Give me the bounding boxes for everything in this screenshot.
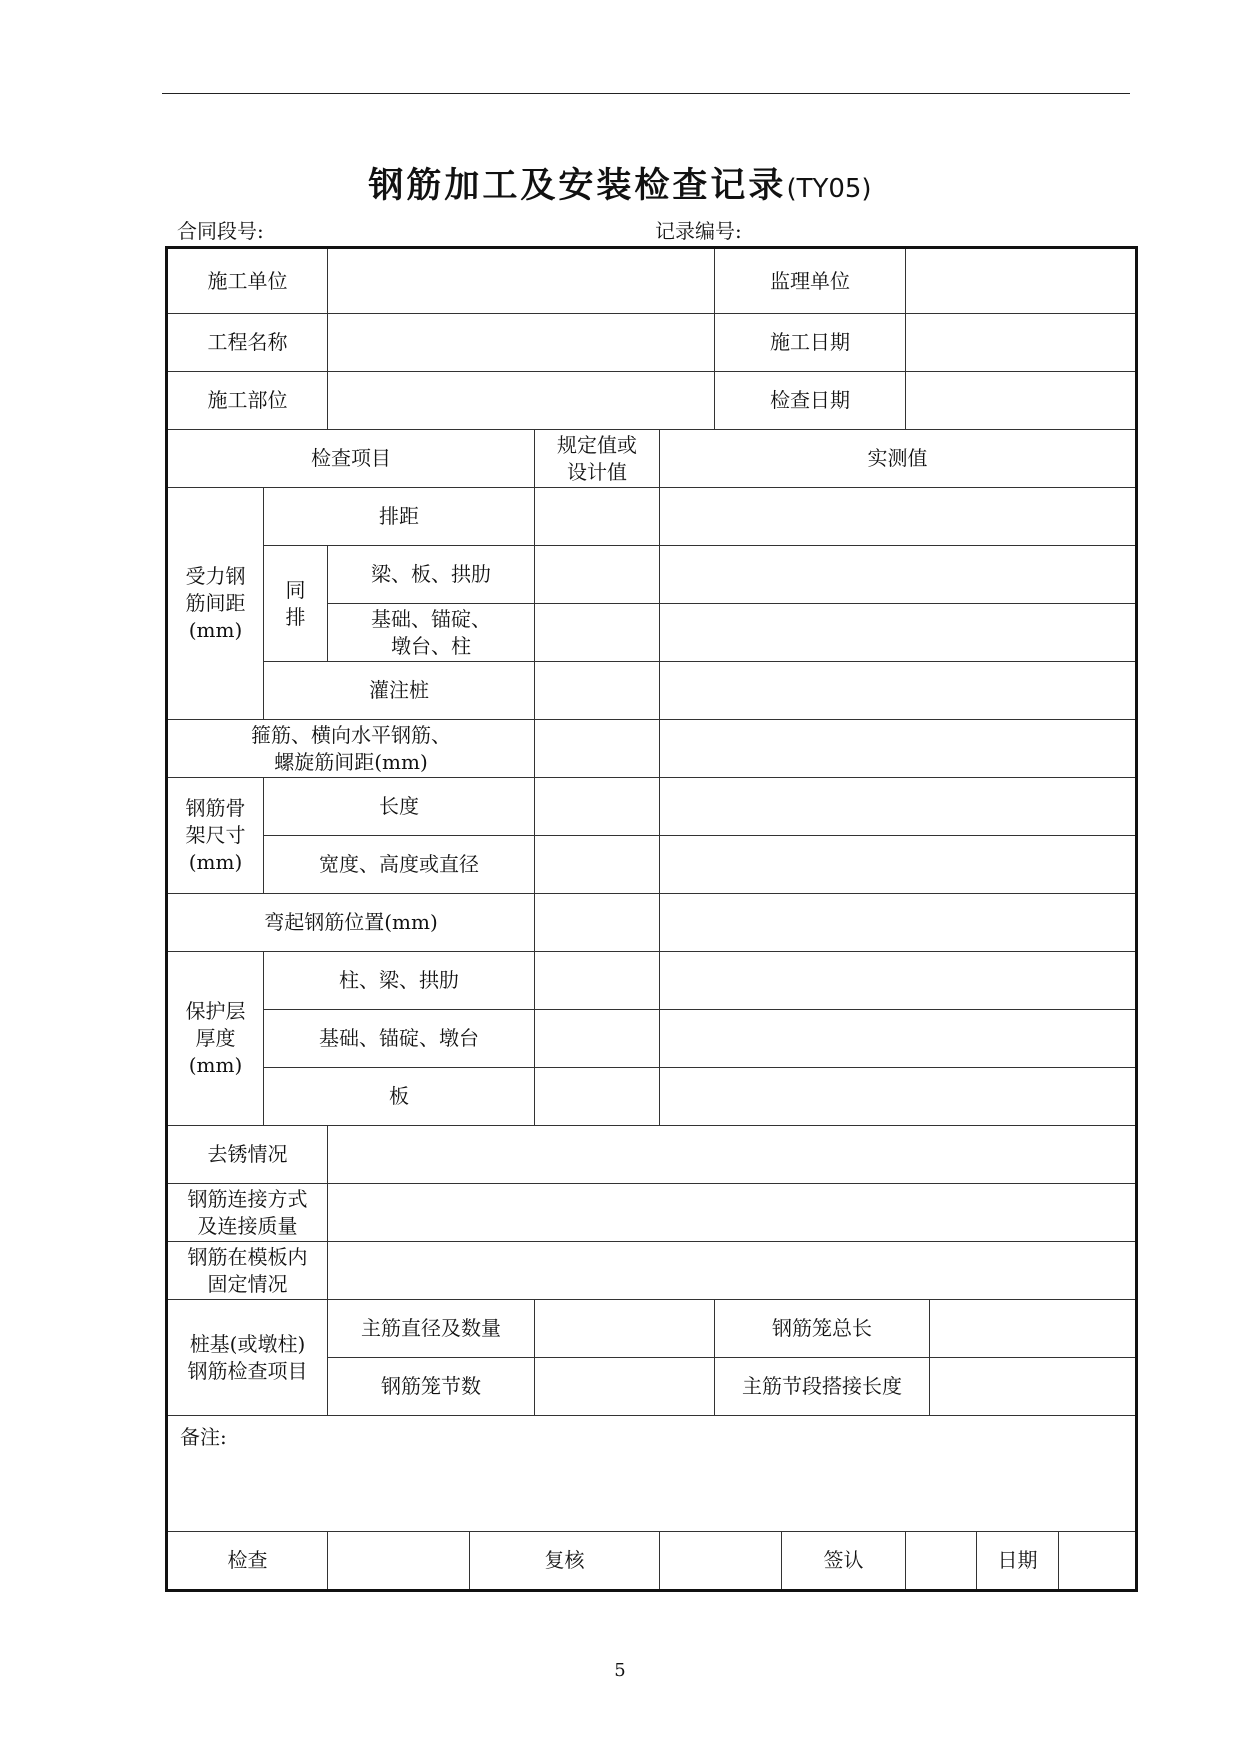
measured-value-cell[interactable] <box>660 778 1137 836</box>
cage-sections-value[interactable] <box>535 1358 715 1416</box>
sign-label: 签认 <box>782 1532 906 1591</box>
contract-label: 合同段号: <box>177 219 264 243</box>
spacing-group-line1: 受力钢 <box>185 564 246 588</box>
project-name-value[interactable] <box>328 314 715 372</box>
review-label: 复核 <box>470 1532 660 1591</box>
cover-group-label <box>167 952 264 1126</box>
project-name-label: 工程名称 <box>167 314 328 372</box>
table-row <box>167 836 1137 894</box>
cover-slab-label: 板 <box>264 1068 535 1126</box>
spec-value-cell[interactable] <box>535 604 660 662</box>
check-label: 检查 <box>167 1532 328 1591</box>
connection-value[interactable] <box>328 1184 1137 1242</box>
lap-length-value[interactable] <box>930 1358 1137 1416</box>
connection-line2: 及连接质量 <box>197 1213 298 1238</box>
inspection-table <box>165 246 1138 1592</box>
foundation-line1: 基础、锚碇、 <box>371 606 491 631</box>
construction-unit-label: 施工单位 <box>167 248 328 314</box>
page-number: 5 <box>614 1660 626 1681</box>
skeleton-width-label: 宽度、高度或直径 <box>264 836 535 894</box>
spacing-group-label <box>167 488 264 720</box>
pile-spacing-label: 灌注桩 <box>264 662 535 720</box>
measured-value-cell[interactable] <box>660 836 1137 894</box>
spec-value-cell[interactable] <box>535 836 660 894</box>
rust-value[interactable] <box>328 1126 1137 1184</box>
stirrup-line2: 螺旋筋间距(mm) <box>274 749 428 774</box>
measured-value-cell[interactable] <box>660 604 1137 662</box>
table-row <box>167 1300 1137 1358</box>
table-header-row <box>167 430 1137 488</box>
inspection-date-label: 检查日期 <box>715 372 906 430</box>
pile-group-line1: 桩基(或墩柱) <box>189 1331 306 1356</box>
spec-value-cell[interactable] <box>535 546 660 604</box>
table-row <box>167 662 1137 720</box>
beam-slab-label: 梁、板、拱肋 <box>328 546 535 604</box>
stirrup-line1: 箍筋、横向水平钢筋、 <box>251 722 451 747</box>
measured-value-cell[interactable] <box>660 1068 1137 1126</box>
cage-length-label: 钢筋笼总长 <box>715 1300 930 1358</box>
fixing-line2: 固定情况 <box>207 1271 288 1296</box>
cover-col-beam-label: 柱、梁、拱肋 <box>264 952 535 1010</box>
measured-value-cell[interactable] <box>660 720 1137 778</box>
lap-length-label: 主筋节段搭接长度 <box>715 1358 930 1416</box>
fixing-value[interactable] <box>328 1242 1137 1300</box>
rust-label: 去锈情况 <box>167 1126 328 1184</box>
table-row <box>167 488 1137 546</box>
spec-value-cell[interactable] <box>535 488 660 546</box>
foundation-label <box>328 604 535 662</box>
skeleton-group-line3: (mm) <box>188 850 243 874</box>
foundation-line2: 墩台、柱 <box>391 633 471 658</box>
fixing-label <box>167 1242 328 1300</box>
supervision-unit-label: 监理单位 <box>715 248 906 314</box>
skeleton-group-line1: 钢筋骨 <box>185 796 246 820</box>
record-label: 记录编号: <box>655 219 742 243</box>
measured-value-cell[interactable] <box>660 662 1137 720</box>
construction-date-label: 施工日期 <box>715 314 906 372</box>
construction-part-value[interactable] <box>328 372 715 430</box>
main-bar-label: 主筋直径及数量 <box>328 1300 535 1358</box>
check-signature[interactable] <box>328 1532 470 1591</box>
table-row <box>167 952 1137 1010</box>
sign-signature[interactable] <box>906 1532 977 1591</box>
pile-group-label <box>167 1300 328 1416</box>
spec-value-cell[interactable] <box>535 1068 660 1126</box>
skeleton-group-line2: 架尺寸 <box>185 823 246 847</box>
header-rule <box>162 93 1130 94</box>
spec-value-cell[interactable] <box>535 720 660 778</box>
supervision-unit-value[interactable] <box>906 248 1137 314</box>
stirrup-label <box>167 720 535 778</box>
measured-value-cell[interactable] <box>660 952 1137 1010</box>
connection-label <box>167 1184 328 1242</box>
spec-value-cell[interactable] <box>535 662 660 720</box>
spec-header-line2: 设计值 <box>567 459 627 484</box>
cover-foundation-label: 基础、锚碇、墩台 <box>264 1010 535 1068</box>
measured-value-cell[interactable] <box>660 546 1137 604</box>
spec-value-cell[interactable] <box>535 952 660 1010</box>
row-spacing-label: 排距 <box>264 488 535 546</box>
skeleton-group-label <box>167 778 264 894</box>
table-row <box>167 1126 1137 1184</box>
table-row <box>167 720 1137 778</box>
same-row-label <box>264 546 328 662</box>
table-row <box>167 1242 1137 1300</box>
main-bar-value[interactable] <box>535 1300 715 1358</box>
table-row <box>167 372 1137 430</box>
remarks-field[interactable]: 备注: <box>167 1416 1137 1532</box>
measured-value-cell[interactable] <box>660 488 1137 546</box>
spec-header-line1: 规定值或 <box>557 432 637 457</box>
table-row <box>167 1010 1137 1068</box>
cage-length-value[interactable] <box>930 1300 1137 1358</box>
spec-value-cell[interactable] <box>535 894 660 952</box>
spacing-group-line2: 筋间距 <box>185 591 246 615</box>
cage-sections-label: 钢筋笼节数 <box>328 1358 535 1416</box>
fixing-line1: 钢筋在模板内 <box>187 1244 308 1269</box>
bent-bar-label: 弯起钢筋位置(mm) <box>167 894 535 952</box>
connection-line1: 钢筋连接方式 <box>187 1186 308 1211</box>
table-row <box>167 1068 1137 1126</box>
page-title <box>0 158 1240 208</box>
table-row <box>167 314 1137 372</box>
same-row-char2: 排 <box>285 604 306 629</box>
skeleton-length-label: 长度 <box>264 778 535 836</box>
construction-part-label: 施工部位 <box>167 372 328 430</box>
table-row <box>167 248 1137 314</box>
construction-unit-value[interactable] <box>328 248 715 314</box>
table-row <box>167 1184 1137 1242</box>
review-signature[interactable] <box>660 1532 782 1591</box>
spec-column-header <box>535 430 660 488</box>
table-row <box>167 894 1137 952</box>
date-value[interactable] <box>1059 1532 1137 1591</box>
measured-value-cell[interactable] <box>660 894 1137 952</box>
spec-value-cell[interactable] <box>535 1010 660 1068</box>
title-code: (TY05) <box>786 174 872 204</box>
spec-value-cell[interactable] <box>535 778 660 836</box>
measured-column-header: 实测值 <box>660 430 1137 488</box>
title-text: 钢筋加工及安装检查记录 <box>368 166 787 206</box>
table-row <box>167 546 1137 604</box>
date-label: 日期 <box>977 1532 1059 1591</box>
signature-row <box>167 1532 1137 1591</box>
pile-group-line2: 钢筋检查项目 <box>187 1358 308 1383</box>
table-row <box>167 778 1137 836</box>
cover-group-line1: 保护层 <box>185 999 246 1023</box>
table-row <box>167 1416 1137 1532</box>
cover-group-line3: (mm) <box>188 1053 243 1077</box>
construction-date-value[interactable] <box>906 314 1137 372</box>
same-row-char1: 同 <box>285 577 306 602</box>
spacing-group-line3: (mm) <box>188 618 243 642</box>
measured-value-cell[interactable] <box>660 1010 1137 1068</box>
inspection-date-value[interactable] <box>906 372 1137 430</box>
cover-group-line2: 厚度 <box>195 1026 236 1050</box>
item-column-header: 检查项目 <box>167 430 535 488</box>
